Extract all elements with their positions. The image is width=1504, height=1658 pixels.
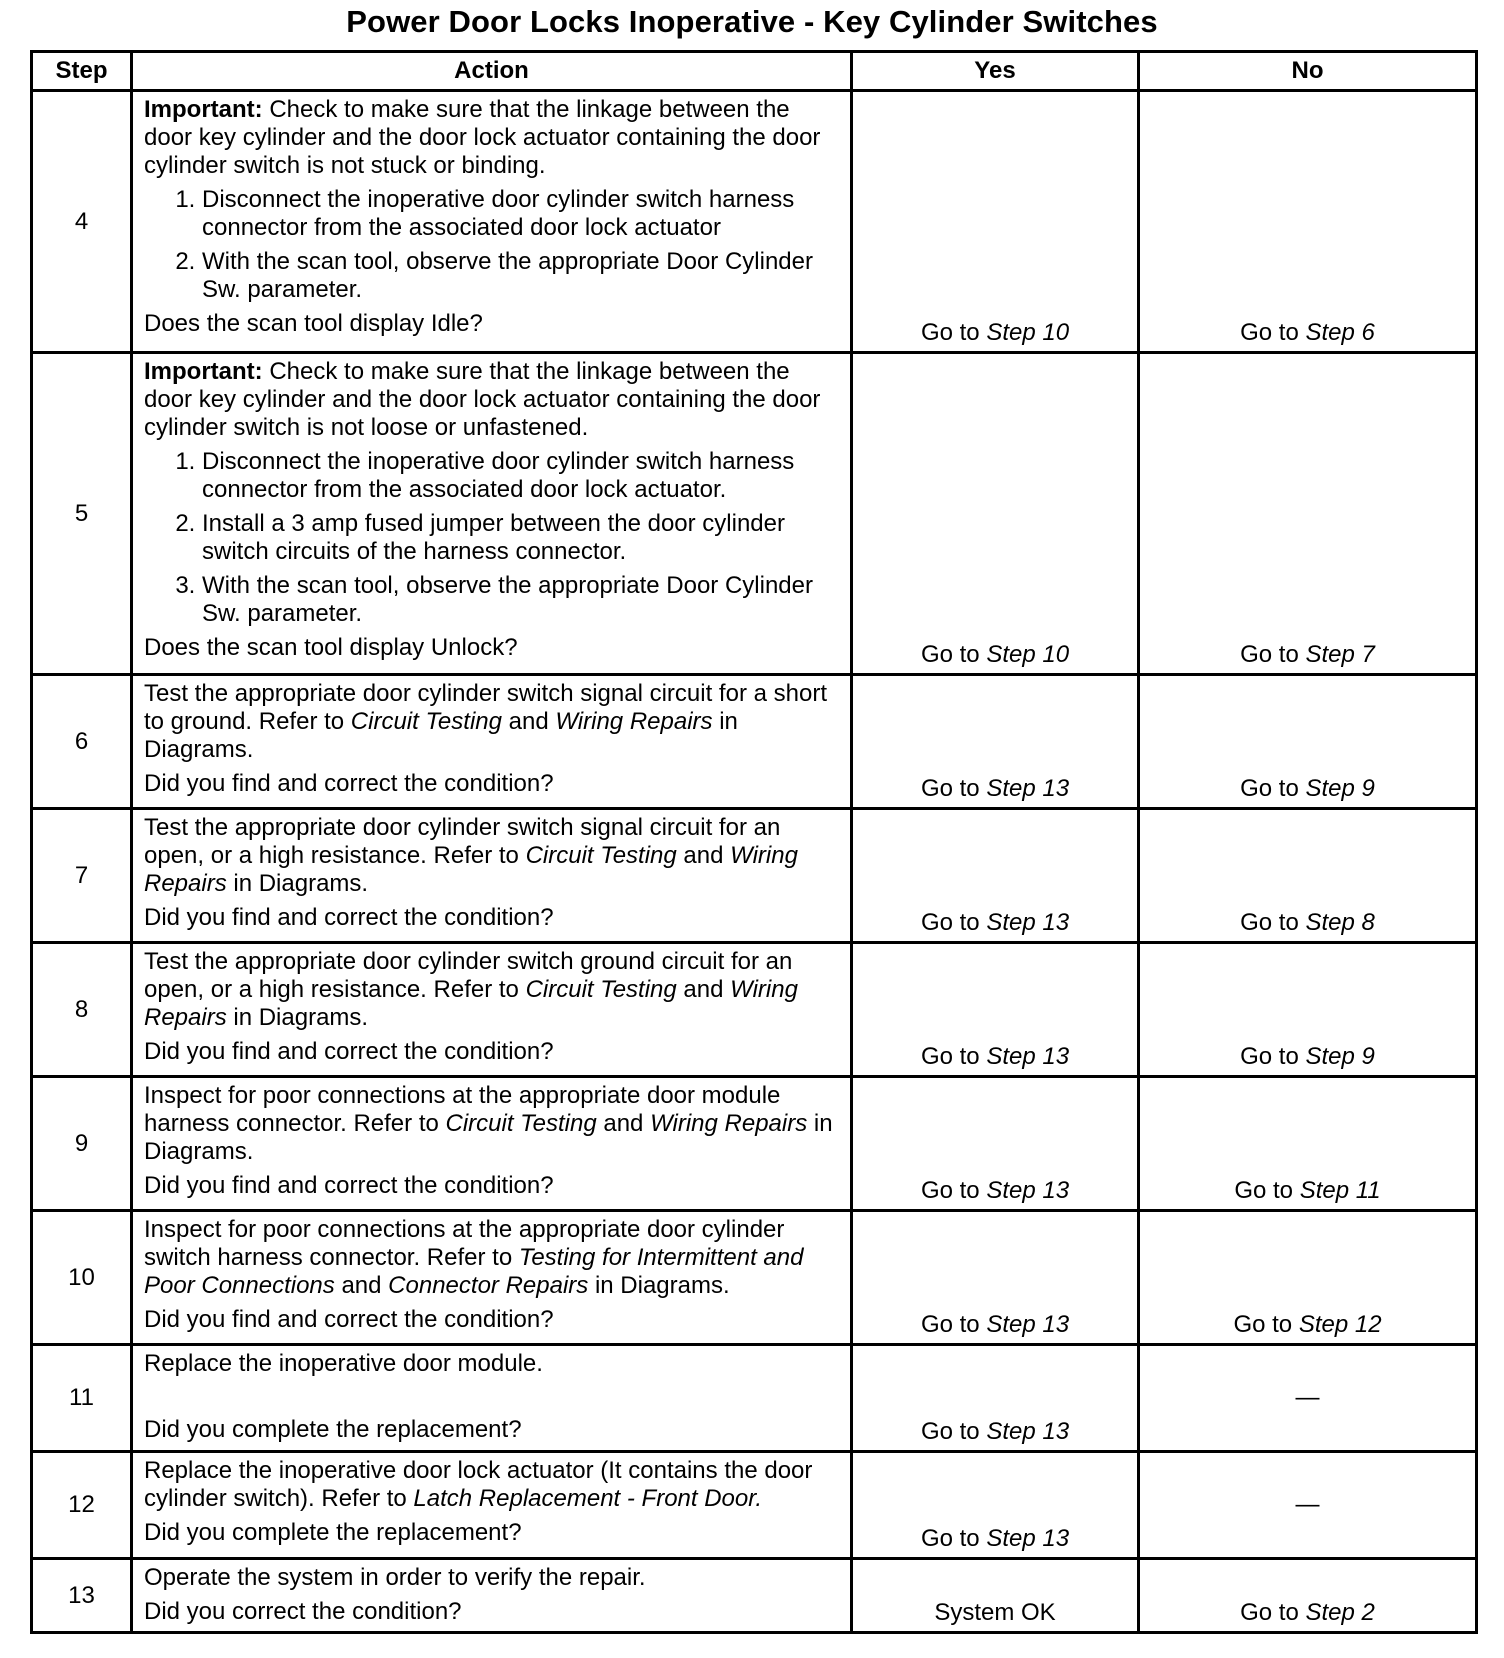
step-number: 12 (32, 1452, 132, 1559)
table-row (32, 1077, 1477, 1211)
no-cell (1139, 943, 1477, 1077)
step-number: 9 (32, 1077, 132, 1211)
step-link[interactable]: Step 6 (1305, 319, 1375, 346)
conjunction: and (501, 708, 556, 735)
action-cell (132, 353, 852, 675)
step-link[interactable]: Step 12 (1298, 1311, 1382, 1338)
action-cell (132, 1211, 852, 1345)
question: Did you find and correct the condition? (144, 1038, 554, 1065)
table-row (32, 1211, 1477, 1345)
action-cell (132, 91, 852, 353)
important-label: Important: (144, 358, 263, 385)
step-link[interactable]: Step 13 (986, 909, 1070, 936)
no-cell (1139, 675, 1477, 809)
goto-label: Go to (1240, 1043, 1299, 1070)
goto-label: Go to (1240, 1599, 1299, 1626)
yes-cell (852, 353, 1139, 675)
yes-cell (852, 675, 1139, 809)
yes-cell (852, 91, 1139, 353)
table-row (32, 1345, 1477, 1452)
step-link[interactable]: Step 9 (1305, 1043, 1375, 1070)
step-number: 7 (32, 809, 132, 943)
action-text: Operate the system in order to verify the repair. (144, 1564, 646, 1591)
conjunction: and (596, 1110, 651, 1137)
list-item: 2. With the scan tool, observe the appropriate Door Cylinder Sw. parameter. (202, 248, 840, 304)
step-link[interactable]: Step 7 (1305, 641, 1375, 668)
conjunction: and (676, 842, 731, 869)
action-cell (132, 1452, 852, 1559)
step-number: 4 (32, 91, 132, 353)
action-steps (144, 186, 840, 304)
step-number: 11 (32, 1345, 132, 1452)
action-cell (132, 1077, 852, 1211)
goto-label: Go to (1240, 775, 1299, 802)
step-number: 13 (32, 1559, 132, 1633)
question: Did you correct the condition? (144, 1598, 462, 1625)
no-cell (1139, 1211, 1477, 1345)
step-link[interactable]: Step 13 (986, 1418, 1070, 1445)
question: Does the scan tool display Unlock? (144, 634, 518, 661)
list-item: 3. With the scan tool, observe the appropriate Door Cylinder Sw. parameter. (202, 572, 840, 628)
action-text-part: Inspect for poor connections at the appropriate door module harness connector. Refer to (144, 1082, 781, 1137)
reference-link[interactable]: Latch Replacement - Front Door. (413, 1485, 763, 1512)
list-item: 1. Disconnect the inoperative door cylinder switch harness connector from the associated door lock actuator (202, 186, 840, 242)
dash-mark: — (1295, 1491, 1320, 1518)
reference-link[interactable]: Testing for Intermittent and Poor Connections (144, 1244, 804, 1299)
table-row (32, 675, 1477, 809)
reference-link[interactable]: Connector Repairs (388, 1272, 589, 1299)
table-row (32, 91, 1477, 353)
reference-link[interactable]: Circuit Testing (350, 708, 502, 735)
step-link[interactable]: Step 13 (986, 775, 1070, 802)
result-text: System OK (934, 1599, 1056, 1626)
table-row (32, 1559, 1477, 1633)
conjunction: and (676, 976, 731, 1003)
step-link[interactable]: Step 13 (986, 1311, 1070, 1338)
header-row (32, 52, 1477, 91)
yes-cell (852, 1559, 1139, 1633)
action-text-part: in Diagrams. (226, 1004, 369, 1031)
action-text (144, 680, 840, 764)
action-text (144, 1457, 840, 1513)
action-cell (132, 675, 852, 809)
goto-label: Go to (1234, 1177, 1294, 1204)
step-link[interactable]: Step 9 (1305, 775, 1375, 802)
action-text (144, 96, 840, 180)
action-text-part: in Diagrams. (226, 870, 369, 897)
no-cell (1139, 1452, 1477, 1559)
question: Does the scan tool display Idle? (144, 310, 483, 337)
list-item: 1. Disconnect the inoperative door cylinder switch harness connector from the associated door lock actuator. (202, 448, 840, 504)
step-link[interactable]: Step 10 (986, 319, 1070, 346)
action-text (144, 948, 840, 1032)
yes-cell (852, 1345, 1139, 1452)
question: Did you find and correct the condition? (144, 1306, 554, 1333)
important-label: Important: (144, 96, 263, 123)
action-steps (144, 448, 840, 628)
action-text-part: Test the appropriate door cylinder switch signal circuit for a short to ground. Refer to (144, 680, 827, 735)
step-number: 10 (32, 1211, 132, 1345)
question: Did you find and correct the condition? (144, 1172, 554, 1199)
step-link[interactable]: Step 10 (986, 641, 1070, 668)
step-number: 6 (32, 675, 132, 809)
step-number: 8 (32, 943, 132, 1077)
table-row (32, 943, 1477, 1077)
reference-link[interactable]: Circuit Testing (445, 1110, 597, 1137)
action-text (144, 1216, 840, 1300)
reference-link[interactable]: Wiring Repairs (144, 842, 798, 897)
step-link[interactable]: Step 2 (1305, 1599, 1375, 1626)
goto-label: Go to (1240, 319, 1299, 346)
no-cell (1139, 1077, 1477, 1211)
goto-label: Go to (920, 319, 980, 346)
no-cell (1139, 1559, 1477, 1633)
step-link[interactable]: Step 8 (1305, 909, 1375, 936)
action-text (144, 814, 840, 898)
page-title: Power Door Locks Inoperative - Key Cylinder Switches (346, 4, 1158, 39)
table-row (32, 809, 1477, 943)
header-step: Step (32, 52, 132, 91)
reference-link[interactable]: Circuit Testing (525, 976, 677, 1003)
action-cell (132, 1345, 852, 1452)
yes-cell (852, 1211, 1139, 1345)
goto-label: Go to (920, 909, 980, 936)
action-text-part: in Diagrams. (144, 1110, 833, 1165)
action-cell (132, 809, 852, 943)
yes-cell (852, 943, 1139, 1077)
goto-label: Go to (1233, 1311, 1293, 1338)
no-cell (1139, 809, 1477, 943)
goto-label: Go to (920, 1525, 980, 1552)
goto-label: Go to (1240, 641, 1299, 668)
yes-cell (852, 1452, 1139, 1559)
table-row (32, 1452, 1477, 1559)
dash-mark: — (1295, 1384, 1320, 1411)
action-text-part: Test the appropriate door cylinder switch signal circuit for an open, or a high resistance. Refer to (144, 814, 781, 869)
goto-label: Go to (920, 775, 980, 802)
action-cell (132, 1559, 852, 1633)
no-cell (1139, 91, 1477, 353)
conjunction: and (334, 1272, 389, 1299)
step-link[interactable]: Step 13 (986, 1177, 1070, 1204)
spacer (144, 1384, 840, 1416)
reference-link[interactable]: Wiring Repairs (555, 708, 713, 735)
no-cell (1139, 353, 1477, 675)
question: Did you complete the replacement? (144, 1416, 522, 1443)
action-text-part: Inspect for poor connections at the appropriate door cylinder switch harness connector. Refer to (144, 1216, 785, 1271)
header-action: Action (132, 52, 852, 91)
table-row (32, 353, 1477, 675)
action-text (144, 358, 840, 442)
action-text-part: Replace the inoperative door lock actuator (It contains the door cylinder switch). Refer to (144, 1457, 813, 1512)
header-yes: Yes (852, 52, 1139, 91)
important-text: Check to make sure that the linkage between the door key cylinder and the door lock actuator containing the door cylinder switch is not stuck or binding. (144, 96, 821, 179)
goto-label: Go to (920, 1418, 980, 1445)
goto-label: Go to (920, 1311, 980, 1338)
action-text-part: in Diagrams. (588, 1272, 730, 1299)
question: Did you find and correct the condition? (144, 904, 554, 931)
step-link[interactable]: Step 13 (986, 1043, 1070, 1070)
goto-label: Go to (920, 1177, 980, 1204)
goto-label: Go to (920, 1043, 980, 1070)
goto-label: Go to (1240, 909, 1299, 936)
reference-link[interactable]: Circuit Testing (525, 842, 677, 869)
goto-label: Go to (920, 641, 980, 668)
question: Did you find and correct the condition? (144, 770, 554, 797)
step-link[interactable]: Step 11 (1299, 1177, 1381, 1204)
action-cell (132, 943, 852, 1077)
step-number: 5 (32, 353, 132, 675)
list-item: 2. Install a 3 amp fused jumper between the door cylinder switch circuits of the harness connector. (202, 510, 840, 566)
reference-link[interactable]: Wiring Repairs (144, 976, 798, 1031)
reference-link[interactable]: Wiring Repairs (650, 1110, 808, 1137)
header-no: No (1139, 52, 1477, 91)
action-text (144, 1082, 840, 1166)
yes-cell (852, 1077, 1139, 1211)
action-text-part: in Diagrams. (144, 708, 738, 763)
important-text: Check to make sure that the linkage between the door key cylinder and the door lock actuator containing the door cylinder switch is not loose or unfastened. (144, 358, 821, 441)
no-cell (1139, 1345, 1477, 1452)
action-text-part: Test the appropriate door cylinder switch ground circuit for an open, or a high resistance. Refer to (144, 948, 793, 1003)
action-text: Replace the inoperative door module. (144, 1350, 543, 1377)
step-link[interactable]: Step 13 (986, 1525, 1070, 1552)
question: Did you complete the replacement? (144, 1519, 522, 1546)
yes-cell (852, 809, 1139, 943)
diagnostic-table (30, 50, 1478, 1634)
